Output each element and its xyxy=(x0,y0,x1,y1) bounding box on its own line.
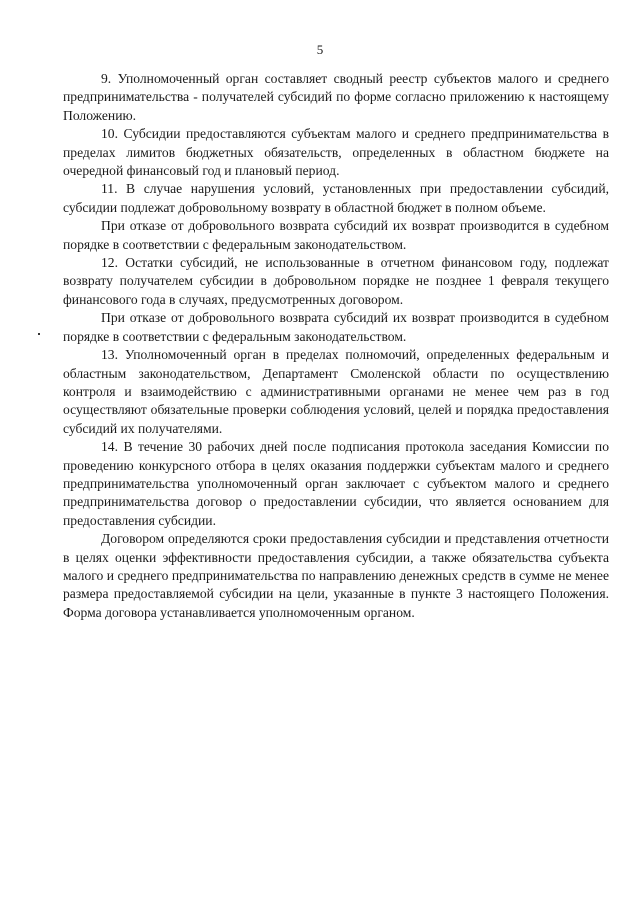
paragraph-10: 10. Субсидии предоставляются субъектам малого и среднего предпринимательства в пределах лимитов бюджетных обязательств, определенных в областном бюджете на очередной финансовый год и плановый период. xyxy=(63,126,609,179)
paragraph-12-refusal: При отказе от добровольного возврата субсидий их возврат производится в судебном порядке в соответствии с федеральным законодательством. xyxy=(63,310,609,344)
paragraph-11-refusal: При отказе от добровольного возврата субсидий их возврат производится в судебном порядке в соответствии с федеральным законодательством. xyxy=(63,218,609,252)
margin-mark xyxy=(38,333,40,335)
paragraph-13: 13. Уполномоченный орган в пределах полномочий, определенных федеральным и областным законодательством, Департамент Смоленской области по осуществлению контроля и взаимодействию с административными органами не менее чем раз в год осуществляют обязательные проверки соблюдения условий, целей и порядка предоставления субсидий их получателями. xyxy=(63,347,609,436)
page-number: 5 xyxy=(316,42,324,57)
paragraph-12: 12. Остатки субсидий, не использованные в отчетном финансовом году, подлежат возврату получателем субсидии в добровольном порядке не позднее 1 февраля текущего финансового года в случаях, предусмотренных договором. xyxy=(63,255,609,307)
document-body xyxy=(63,70,609,622)
paragraph-14-contract: Договором определяются сроки предоставления субсидии и представления отчетности в целях оценки эффективности предоставления субсидии, а также обязательства субъекта малого и среднего предпринимательства по направлению денежных средств в сумме не менее размера предоставляемой субсидии на цели, указанные в пункте 3 настоящего Положения. Форма договора устанавливается уполномоченным органом. xyxy=(63,531,609,620)
paragraph-9: 9. Уполномоченный орган составляет сводный реестр субъектов малого и среднего предпринимательства - получателей субсидий по форме согласно приложению к настоящему Положению. xyxy=(63,71,609,123)
paragraph-14: 14. В течение 30 рабочих дней после подписания протокола заседания Комиссии по проведению конкурсного отбора в целях оказания поддержки субъектам малого и среднего предпринимательства уполномоченный орган заключает с субъектом малого и среднего предпринимательства договор о предоставлении субсидии, что является основанием для предоставления субсидии. xyxy=(63,439,609,528)
paragraph-11: 11. В случае нарушения условий, установленных при предоставлении субсидий, субсидии подлежат добровольному возврату в областной бюджет в полном объеме. xyxy=(63,181,609,215)
